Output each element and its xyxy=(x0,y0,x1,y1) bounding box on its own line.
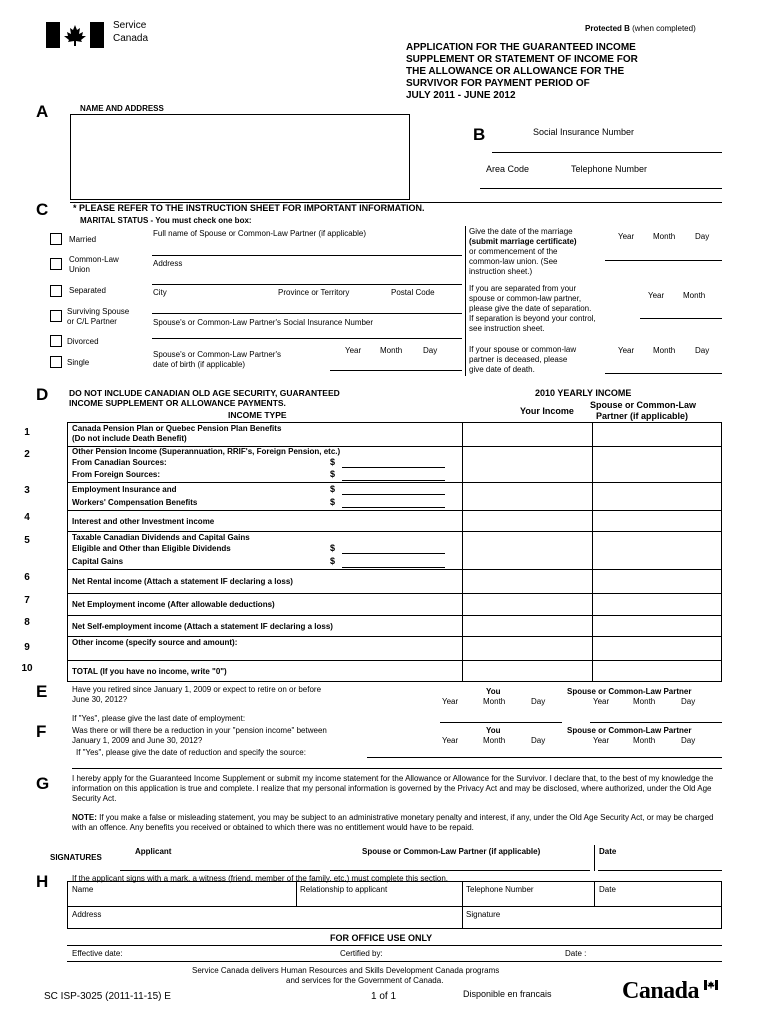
partner-name-field[interactable] xyxy=(152,255,462,256)
deceased-label-2: partner is deceased, please xyxy=(469,355,568,364)
protected-note: (when completed) xyxy=(632,24,696,33)
agency-name-2: Canada xyxy=(113,33,149,44)
separated-label-2: spouse or common-law partner, xyxy=(469,294,582,303)
separated-label: Separated xyxy=(69,286,106,295)
canada-wordmark xyxy=(622,978,699,1006)
row-line xyxy=(67,482,722,483)
marriage-year: Year xyxy=(618,232,635,241)
partner-name-label: Full name of Spouse or Common-Law Partner (if applicable) xyxy=(153,229,366,238)
partner-sin-label: Spouse's or Common-Law Partner's Social Insurance Number xyxy=(153,318,374,327)
partner-dob-label-2: date of birth (if applicable) xyxy=(153,360,246,369)
dollar-sign: $ xyxy=(330,556,336,566)
row-label: Other income (specify source and amount): xyxy=(72,638,238,647)
row-label: Net Self-employment income (Attach a statement IF declaring a loss) xyxy=(72,622,333,631)
partner-income-header: Spouse or Common-Law xyxy=(590,400,697,410)
row-number: 5 xyxy=(24,535,30,546)
city-label: City xyxy=(153,288,167,297)
witness-col-line xyxy=(296,881,297,906)
e-partner: Spouse or Common-Law Partner xyxy=(567,687,692,696)
deceased-label-3: give date of death. xyxy=(469,365,535,374)
e-partner-day: Day xyxy=(681,697,696,706)
office-use-title: FOR OFFICE USE ONLY xyxy=(330,933,433,943)
marriage-label-3: or commencement of the xyxy=(469,247,558,256)
witness-intro: If the applicant signs with a mark, a witness (friend, member of the family, etc.) must complete this section. xyxy=(72,874,448,883)
surviving-label-2: or C/L Partner xyxy=(67,317,117,326)
form-title xyxy=(406,42,638,102)
section-c-letter: C xyxy=(36,200,49,219)
canada-flag-logo xyxy=(46,22,104,48)
row-label: Employment Insurance and xyxy=(72,485,177,494)
divorced-checkbox[interactable] xyxy=(50,335,62,347)
form-id: SC ISP-3025 (2011-11-15) E xyxy=(44,991,171,1002)
dollar-sign: $ xyxy=(330,497,336,507)
row-label: Net Rental income (Attach a statement IF declaring a loss) xyxy=(72,577,293,586)
separated-label-1: If you are separated from your xyxy=(469,284,577,293)
your-income-header: Your Income xyxy=(520,406,574,416)
marriage-date-field[interactable] xyxy=(605,260,722,261)
f-month: Month xyxy=(483,736,506,745)
partner-sig-label: Spouse or Common-Law Partner (if applicable) xyxy=(362,847,541,856)
separated-label-4: If separation is beyond your control, xyxy=(469,314,596,323)
sig-date-label: Date xyxy=(599,847,617,856)
witness-row-line xyxy=(67,906,722,907)
row-number: 2 xyxy=(24,449,30,460)
partner-signature-field[interactable] xyxy=(330,870,590,871)
row-line xyxy=(67,636,722,637)
row-number: 9 xyxy=(24,642,30,653)
marriage-label-4: common-law union. (See xyxy=(469,257,558,266)
witness-phone-label: Telephone Number xyxy=(466,885,534,894)
section-g-letter: G xyxy=(36,774,50,793)
declaration-text: I hereby apply for the Guaranteed Income Supplement or submit my income statement for the Allowance or Allowance for the Survivor. I declare that, to the best of my knowledge the information on this application is true and complete. I realize that my personal information is governed by the Privacy Act and may be disclosed, where authorized, under the Old Age Security Act. xyxy=(72,774,714,803)
income-col-divider-2 xyxy=(592,422,593,682)
marriage-label-1: Give the date of the marriage xyxy=(469,227,573,236)
f-question-1: Was there or will there be a reduction in your "pension income" between xyxy=(72,726,327,735)
row-number: 10 xyxy=(21,663,33,674)
single-checkbox[interactable] xyxy=(50,356,62,368)
income-type-header: INCOME TYPE xyxy=(228,410,287,420)
separation-year: Year xyxy=(648,291,665,300)
wcb-field[interactable] xyxy=(342,507,445,508)
phone-field[interactable] xyxy=(480,188,722,189)
witness-date-label: Date xyxy=(599,885,616,894)
single-label: Single xyxy=(67,358,90,367)
french-available: Disponible en francais xyxy=(463,989,552,999)
f-source-field[interactable] xyxy=(367,757,722,758)
capital-gains-field[interactable] xyxy=(342,567,445,568)
row-label: Canada Pension Plan or Quebec Pension Plan Benefits xyxy=(72,424,282,433)
common-law-checkbox[interactable] xyxy=(50,258,62,270)
marriage-day: Day xyxy=(695,232,710,241)
e-you: You xyxy=(486,687,501,696)
e-you-date-field[interactable] xyxy=(440,722,562,723)
surviving-checkbox[interactable] xyxy=(50,310,62,322)
office-rule-bottom xyxy=(67,961,722,962)
row-label: (Do not include Death Benefit) xyxy=(72,434,187,443)
row-number: 7 xyxy=(24,595,30,606)
income-col-divider-1 xyxy=(462,422,463,682)
row-line xyxy=(67,660,722,661)
death-day: Day xyxy=(695,346,710,355)
common-law-label: Common-Law xyxy=(69,255,119,264)
separated-label-5: see instruction sheet. xyxy=(469,324,545,333)
canada-wordmark-text: Canada xyxy=(622,978,700,1004)
note-body: If you make a false or misleading statement, you may be subject to an administrative monetary penalty and interest, if any, under the Old Age Security Act, or may be charged with an offence. Any benefits you received or obtained to which there was no entitlement would have to be repaid. xyxy=(72,813,714,832)
e-question-2: June 30, 2012? xyxy=(72,695,128,704)
signature-date-field[interactable] xyxy=(598,870,722,871)
e-partner-month: Month xyxy=(633,697,656,706)
signatures-label: SIGNATURES xyxy=(50,853,102,862)
office-rule-top xyxy=(67,945,722,946)
name-address-label: NAME AND ADDRESS xyxy=(80,104,164,113)
row-number: 8 xyxy=(24,617,30,628)
row-label: Net Employment income (After allowable deductions) xyxy=(72,600,275,609)
section-a-letter: A xyxy=(36,102,49,121)
separated-label-3: please give the date of separation. xyxy=(469,304,592,313)
dividends-field[interactable] xyxy=(342,553,445,554)
e-partner-year: Year xyxy=(593,697,610,706)
partner-income-header-2: Partner (if applicable) xyxy=(596,411,689,421)
deceased-label-1: If your spouse or common-law xyxy=(469,345,577,354)
section-d-letter: D xyxy=(36,385,49,404)
row-label: Interest and other Investment income xyxy=(72,517,215,526)
canadian-sources-field[interactable] xyxy=(342,467,445,468)
d-warning-2: INCOME SUPPLEMENT OR ALLOWANCE PAYMENTS. xyxy=(69,398,286,408)
separation-month: Month xyxy=(683,291,706,300)
certified-by-label: Certified by: xyxy=(340,949,383,958)
province-label: Province or Territory xyxy=(278,288,350,297)
sin-field[interactable] xyxy=(492,152,722,153)
union-label: Union xyxy=(69,265,90,274)
partner-dob-label: Spouse's or Common-Law Partner's xyxy=(153,350,281,359)
death-month: Month xyxy=(653,346,676,355)
f-partner-month: Month xyxy=(633,736,656,745)
separated-checkbox[interactable] xyxy=(50,285,62,297)
marriage-month: Month xyxy=(653,232,676,241)
ei-field[interactable] xyxy=(342,494,445,495)
yearly-income-header: 2010 YEARLY INCOME xyxy=(535,388,632,398)
witness-name-field[interactable] xyxy=(68,895,295,905)
f-year: Year xyxy=(442,736,459,745)
section-f-letter: F xyxy=(36,722,47,741)
death-date-field[interactable] xyxy=(605,373,722,374)
row-line xyxy=(67,531,722,532)
marriage-label-2: (submit marriage certificate) xyxy=(469,237,577,246)
dollar-sign: $ xyxy=(330,484,336,494)
witness-relationship-label: Relationship to applicant xyxy=(300,885,388,894)
foreign-sources-field[interactable] xyxy=(342,480,445,481)
f-you: You xyxy=(486,726,501,735)
agency-name: Service xyxy=(113,20,147,31)
dob-month: Month xyxy=(380,346,403,355)
your-income-cell[interactable] xyxy=(463,423,591,446)
witness-signature-label: Signature xyxy=(466,910,501,919)
footer-line-2: and services for the Government of Canada. xyxy=(286,976,444,985)
row-line xyxy=(67,593,722,594)
row-label: From Foreign Sources: xyxy=(72,470,161,479)
f-day: Day xyxy=(531,736,546,745)
married-label: Married xyxy=(69,235,97,244)
partner-address-label: Address xyxy=(153,259,183,268)
partner-dob-field[interactable] xyxy=(330,370,462,371)
dob-year: Year xyxy=(345,346,362,355)
f-partner: Spouse or Common-Law Partner xyxy=(567,726,692,735)
dob-day: Day xyxy=(423,346,438,355)
row-label: Eligible and Other than Eligible Dividends xyxy=(72,544,231,553)
instruction-note: * PLEASE REFER TO THE INSTRUCTION SHEET FOR IMPORTANT INFORMATION. xyxy=(73,203,425,213)
note-text xyxy=(72,813,724,833)
d-warning-1: DO NOT INCLUDE CANADIAN OLD AGE SECURITY, GUARANTEED xyxy=(69,388,340,398)
row-label: Taxable Canadian Dividends and Capital Gains xyxy=(72,533,250,542)
area-code-label: Area Code xyxy=(486,164,530,174)
name-address-box[interactable] xyxy=(70,114,410,200)
e-question-3: If "Yes", please give the last date of employment: xyxy=(72,714,246,723)
row-number: 4 xyxy=(24,512,30,523)
row-label: TOTAL (If you have no income, write "0") xyxy=(72,667,227,676)
witness-address-label: Address xyxy=(72,910,102,919)
witness-col-line xyxy=(594,881,595,906)
death-year: Year xyxy=(618,346,635,355)
sin-label: Social Insurance Number xyxy=(533,127,635,137)
applicant-signature-field[interactable] xyxy=(120,870,320,871)
separation-date-field[interactable] xyxy=(640,318,722,319)
e-partner-date-field[interactable] xyxy=(590,722,722,723)
dollar-sign: $ xyxy=(330,457,336,467)
row-number: 3 xyxy=(24,485,30,496)
row-label: Other Pension Income (Superannuation, RRIF's, Foreign Pension, etc.) xyxy=(72,447,341,456)
f-partner-year: Year xyxy=(593,736,610,745)
office-date-label: Date : xyxy=(565,949,587,958)
section-c-divider xyxy=(465,226,466,376)
marriage-label-5: instruction sheet.) xyxy=(469,267,533,276)
e-question-1: Have you retired since January 1, 2009 or expect to retire on or before xyxy=(72,685,322,694)
marital-status-label: MARITAL STATUS - You must check one box: xyxy=(80,216,252,225)
row-label: From Canadian Sources: xyxy=(72,458,167,467)
phone-label: Telephone Number xyxy=(571,164,648,174)
dollar-sign: $ xyxy=(330,543,336,553)
dollar-sign: $ xyxy=(330,469,336,479)
city-field[interactable] xyxy=(152,313,462,314)
witness-name-label: Name xyxy=(72,885,94,894)
title-line-5: JULY 2011 - JUNE 2012 xyxy=(406,90,516,101)
e-year: Year xyxy=(442,697,459,706)
section-h-letter: H xyxy=(36,872,49,891)
section-e-letter: E xyxy=(36,682,48,701)
postal-label: Postal Code xyxy=(391,288,435,297)
row-label: Capital Gains xyxy=(72,557,124,566)
e-day: Day xyxy=(531,697,546,706)
divorced-label: Divorced xyxy=(67,337,99,346)
surviving-label: Surviving Spouse xyxy=(67,307,130,316)
title-line-3: THE ALLOWANCE OR ALLOWANCE FOR THE xyxy=(406,66,625,77)
f-question-2: January 1, 2009 and June 30, 2012? xyxy=(72,736,203,745)
row-number: 1 xyxy=(24,427,30,438)
title-line-2: SUPPLEMENT OR STATEMENT OF INCOME FOR xyxy=(406,54,638,65)
row-line xyxy=(67,510,722,511)
f-partner-day: Day xyxy=(681,736,696,745)
row-label: Workers' Compensation Benefits xyxy=(72,498,198,507)
title-line-1: APPLICATION FOR THE GUARANTEED INCOME xyxy=(406,42,636,53)
protected-b: Protected B xyxy=(585,24,630,33)
page-number: 1 of 1 xyxy=(371,991,397,1002)
sig-divider xyxy=(594,845,595,871)
applicant-sig-label: Applicant xyxy=(135,847,172,856)
married-checkbox[interactable] xyxy=(50,233,62,245)
effective-date-label: Effective date: xyxy=(72,949,123,958)
protected-label xyxy=(585,24,696,33)
row-number: 6 xyxy=(24,572,30,583)
title-line-4: SURVIVOR FOR PAYMENT PERIOD OF xyxy=(406,78,590,89)
partner-address-field[interactable] xyxy=(152,284,462,285)
section-b-letter: B xyxy=(473,125,486,144)
f-extra-field[interactable] xyxy=(72,768,722,769)
row-line xyxy=(67,569,722,570)
wordmark-flag-icon xyxy=(704,980,718,990)
note-label: NOTE: xyxy=(72,813,97,822)
f-question-3: If "Yes", please give the date of reduction and specify the source: xyxy=(76,748,306,757)
e-month: Month xyxy=(483,697,506,706)
row-line xyxy=(67,615,722,616)
witness-signature-field[interactable] xyxy=(463,918,721,928)
footer-line-1: Service Canada delivers Human Resources and Skills Development Canada programs xyxy=(192,966,500,975)
partner-income-cell[interactable] xyxy=(593,423,721,446)
partner-sin-field[interactable] xyxy=(152,338,462,339)
